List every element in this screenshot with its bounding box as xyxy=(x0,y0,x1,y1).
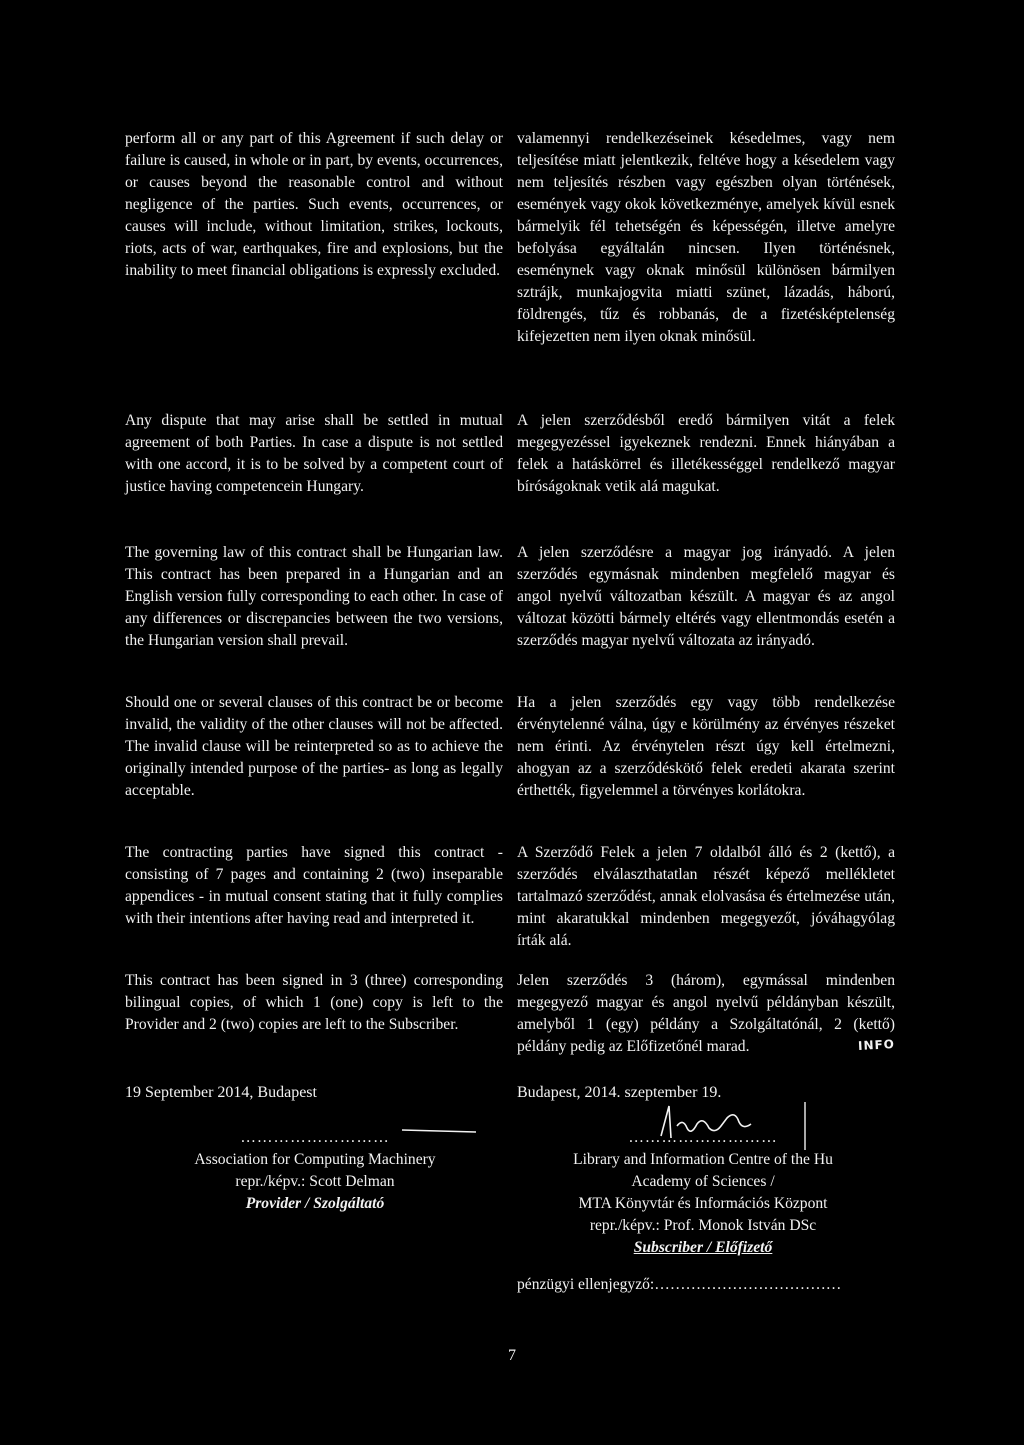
copies-hu-text: Jelen szerződés 3 (három), egymással mindenben megegyező magyar és angol nyelvű példányban készült, amelyből 1 (egy) példány a Szolgáltatónál, 2 (kettő) példány pedig az Előfizetőnél marad. xyxy=(517,972,895,1055)
copies-en-text: This contract has been signed in 3 (three) corresponding bilingual copies, of which 1 (one) copy is left to the Provider and 2 (two) copies are left to the Subscriber. xyxy=(125,972,503,1033)
signing-hu xyxy=(517,842,895,952)
provider-representative: repr./képv.: Scott Delman xyxy=(235,1173,395,1190)
provider-organization: Association for Computing Machinery xyxy=(194,1151,436,1168)
governing-law-hu xyxy=(517,542,895,652)
copies-en xyxy=(125,970,503,1036)
dispute-en xyxy=(125,410,503,498)
subscriber-role: Subscriber / Előfizető xyxy=(633,1239,773,1256)
dispute-hu-text: A jelen szerződésből eredő bármilyen vitát a felek megegyezéssel igyekeznek rendezni. Ennek hiányában a felek a hatáskörrel és illetékességgel rendelkező magyar bíróságoknak vetik alá magukat. xyxy=(517,412,895,495)
page-number: 7 xyxy=(508,1347,516,1364)
force-majeure-hu xyxy=(517,128,895,348)
dispute-hu xyxy=(517,410,895,498)
governing-law-hu-text: A jelen szerződésre a magyar jog irányadó. A jelen szerződés egymásnak mindenben megfelelő magyar és angol nyelvű változatban készült. A magyar és az angol változat közötti bármely eltérés vagy ellentmondás esetén a szerződés magyar nyelvű változata az irányadó. xyxy=(517,544,895,649)
severability-en xyxy=(125,692,503,802)
provider-signature-block xyxy=(125,1127,505,1215)
signing-en xyxy=(125,842,503,930)
subscriber-representative: repr./képv.: Prof. Monok István DSc xyxy=(589,1217,817,1234)
subscriber-signing-date: Budapest, 2014. szeptember 19. xyxy=(517,1084,722,1101)
margin-note-info: INFO xyxy=(857,1037,896,1053)
dispute-en-text: Any dispute that may arise shall be settled in mutual agreement of both Parties. In case a dispute is not settled with one accord, it is to be solved by a competent court of justice having competencein Hungary. xyxy=(125,412,503,495)
subscriber-organization: Library and Information Centre of the Hu xyxy=(573,1151,833,1168)
copies-hu xyxy=(517,970,895,1058)
governing-law-en xyxy=(125,542,503,652)
subscriber-signature-line: ……………………… xyxy=(628,1129,778,1146)
provider-signature-line: ……………………… xyxy=(240,1129,390,1146)
signing-hu-text: A Szerződő Felek a jelen 7 oldalból álló és 2 (kettő), a szerződés elválaszthatatlan részét képező mellékletet tartalmazó szerződést, annak elolvasása és értelmezése után, mint akaratukkal mindenben megegyezőt, jóváhagyólag írták alá. xyxy=(517,844,895,949)
severability-en-text: Should one or several clauses of this contract be or become invalid, the validity of the other clauses will not be affected. The invalid clause will be reinterpreted so as to achieve the originally intended purpose of the parties- as long as legally acceptable. xyxy=(125,694,503,799)
subscriber-organization-hu: MTA Könyvtár és Információs Központ xyxy=(578,1195,828,1212)
signing-en-text: The contracting parties have signed this contract - consisting of 7 pages and containing 2 (two) inseparable appendices - in mutual consent stating that it fully complies with their intentions after having read and interpreted it. xyxy=(125,844,503,927)
governing-law-en-text: The governing law of this contract shall be Hungarian law. This contract has been prepared in a Hungarian and an English version fully corresponding to each other. In case of any differences or discrepancies between the two versions, the Hungarian version shall prevail. xyxy=(125,544,503,649)
severability-hu xyxy=(517,692,895,802)
force-majeure-hu-text: valamennyi rendelkezéseinek késedelmes, vagy nem teljesítése miatt jelentkezik, feltéve hogy a késedelem vagy nem teljesítés részben vagy egészben olyan történések, események vagy okok következménye, amelyek kívül esnek bármelyik fél tehetségén és képességén, illetve amelyre befolyása egyáltalán nincsen. Ilyen történésnek, eseménynek vagy oknak minősül különösen bármilyen sztrájk, munkajogvita miatti szünet, lázadás, háború, földrengés, tűz és robbanás, de a fizetésképtelenség kifejezetten nem ilyen oknak minősül. xyxy=(517,130,895,345)
force-majeure-en xyxy=(125,128,503,282)
subscriber-organization-cont: Academy of Sciences / xyxy=(631,1173,775,1190)
force-majeure-en-text: perform all or any part of this Agreement if such delay or failure is caused, in whole or in part, by events, occurrences, or causes beyond the reasonable control and without negligence of the parties. Such events, occurrences, or causes will include, without limitation, strikes, lockouts, riots, acts of war, earthquakes, fire and explosions, but the inability to meet financial obligations is expressly excluded. xyxy=(125,130,503,279)
subscriber-signature-block xyxy=(513,1127,893,1259)
provider-role: Provider / Szolgáltató xyxy=(245,1195,385,1212)
financial-countersign-line: pénzügyi ellenjegyző:……………………………… xyxy=(517,1276,842,1293)
provider-signing-date: 19 September 2014, Budapest xyxy=(125,1084,317,1101)
severability-hu-text: Ha a jelen szerződés egy vagy több rendelkezése érvénytelenné válna, úgy e körülmény az érvényes részeket nem érinti. Az érvénytelen részt úgy kell értelmezni, ahogyan az a szerződéskötő felek eredeti akarata szerint érthették, figyelemmel a törvényes korlátokra. xyxy=(517,694,895,799)
